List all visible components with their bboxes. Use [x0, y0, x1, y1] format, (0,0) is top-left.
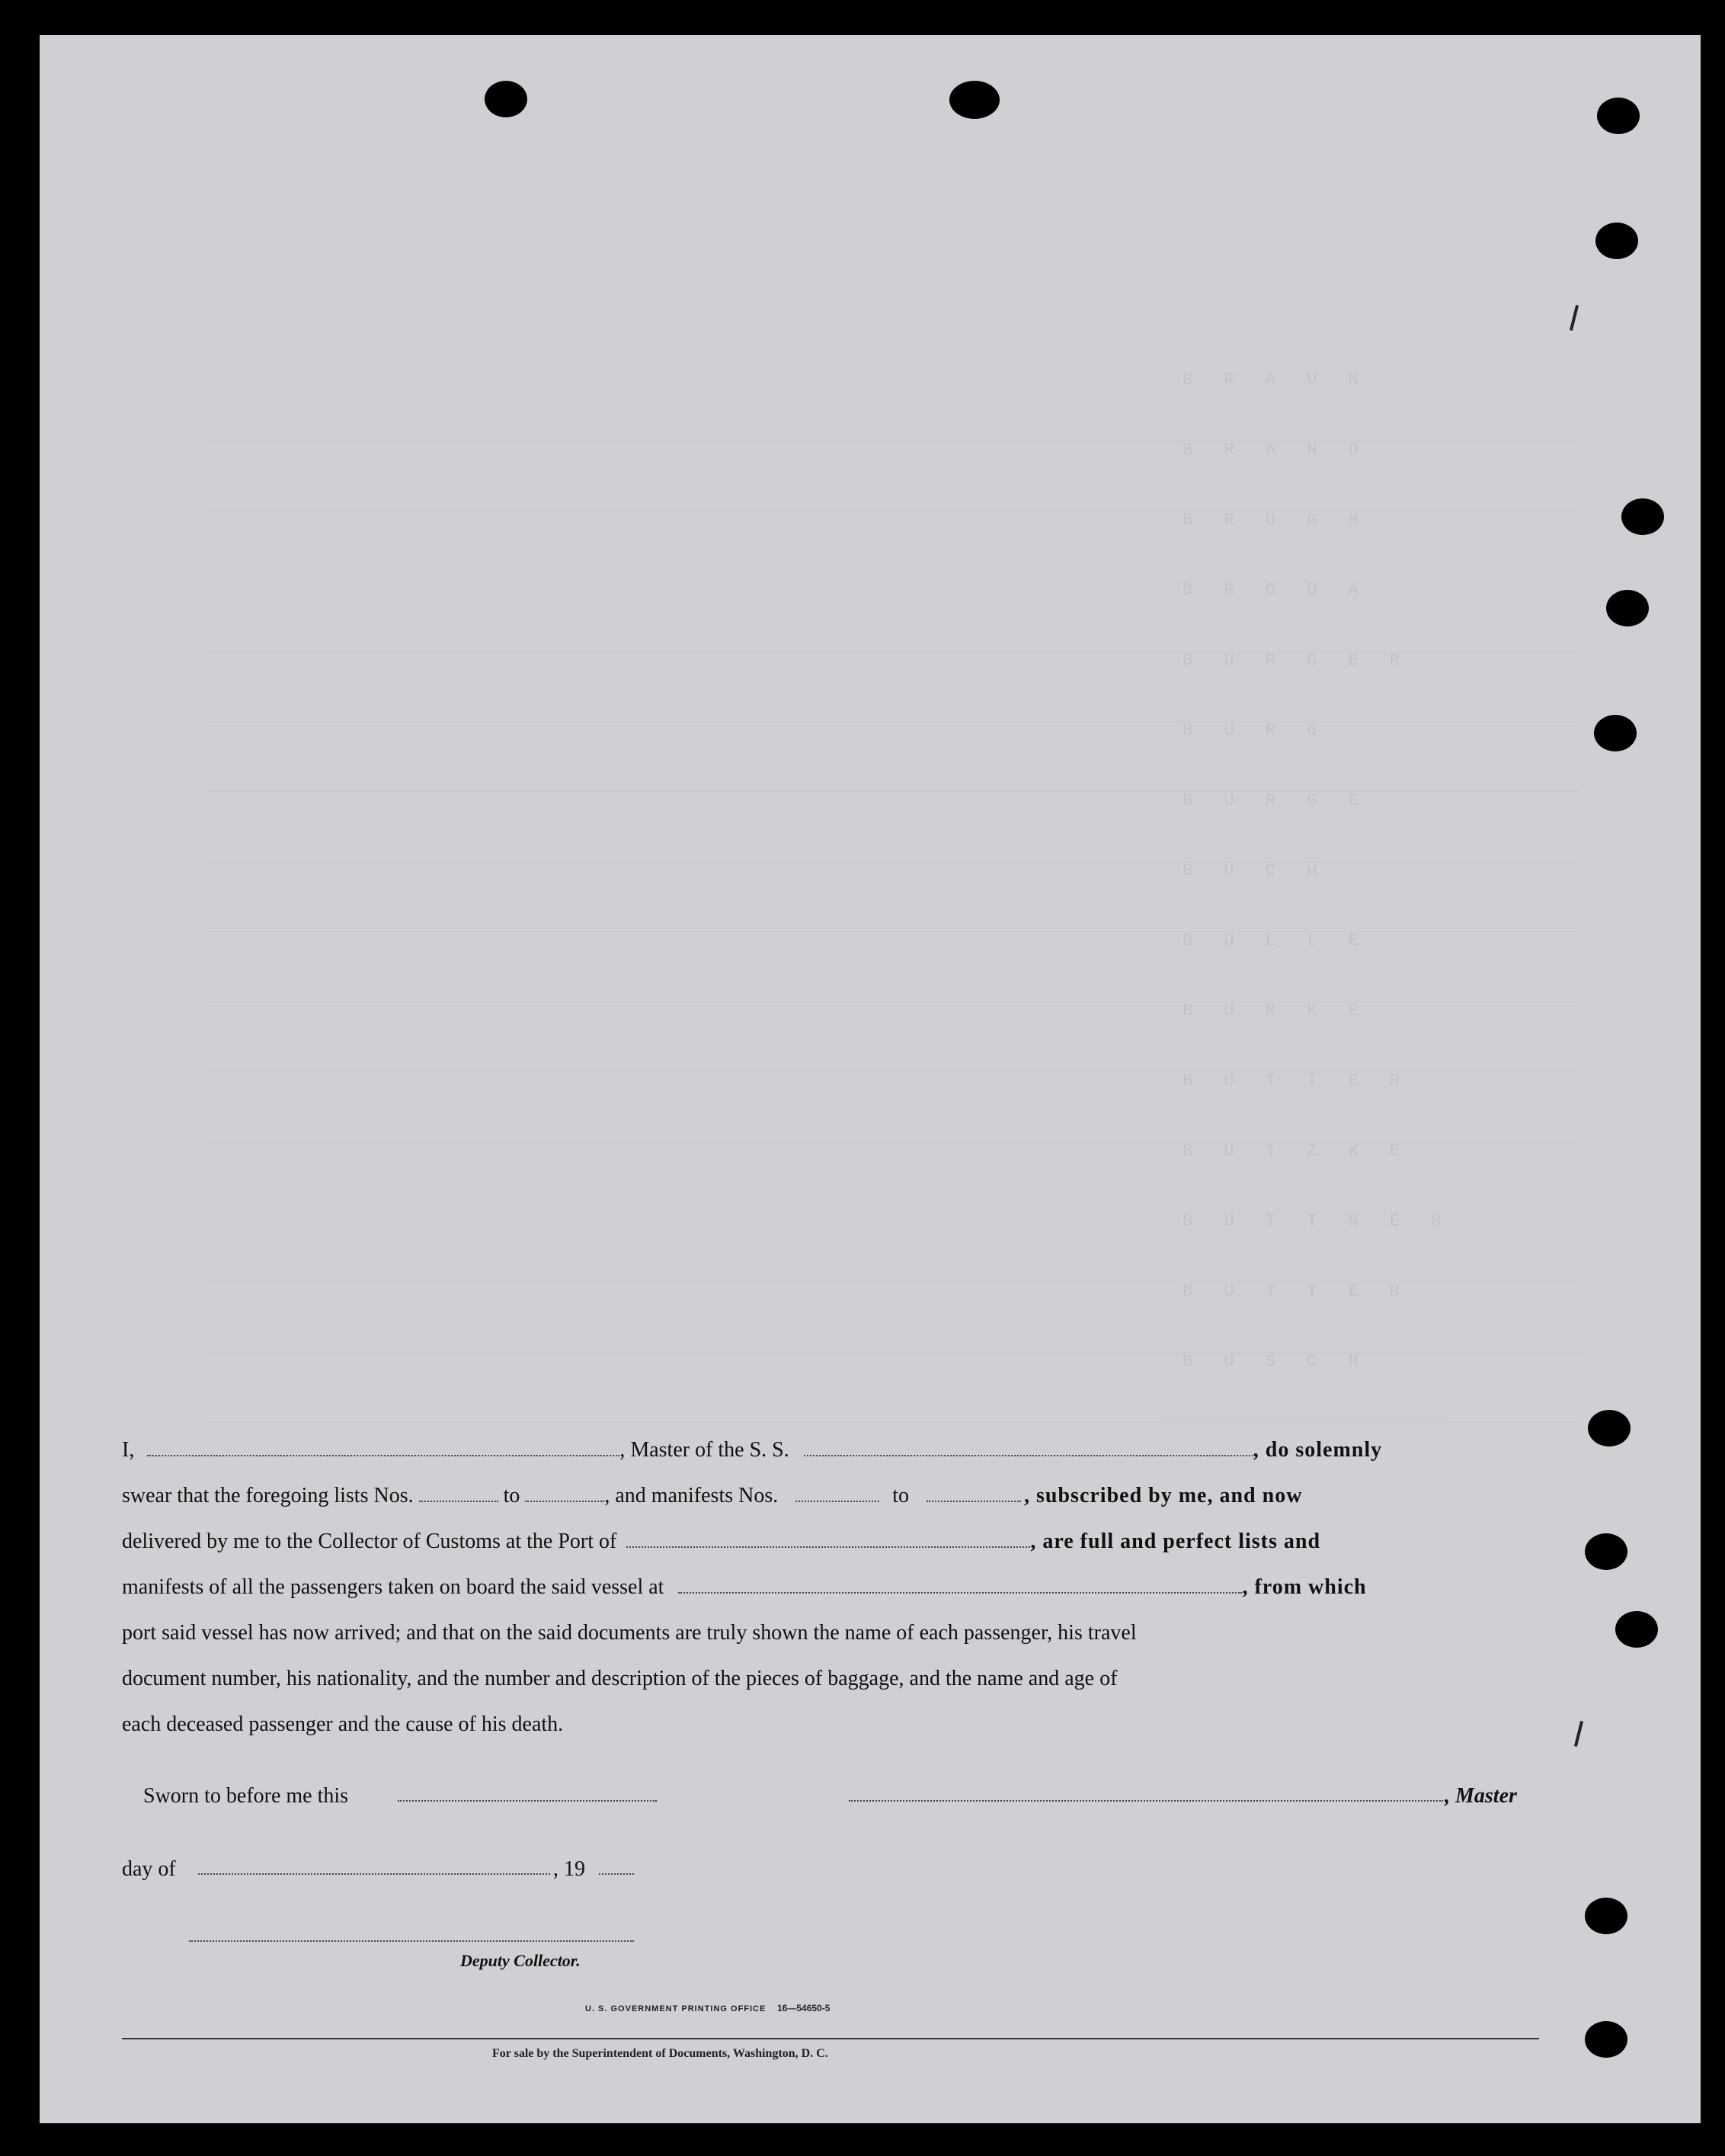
master-name-field[interactable] — [147, 1440, 619, 1456]
printing-office-label: U. S. GOVERNMENT PRINTING OFFICE — [585, 2004, 766, 2013]
punch-hole — [485, 81, 527, 117]
day-of-text: day of — [122, 1857, 176, 1881]
oath-text: , Master of the S. S. — [619, 1438, 789, 1462]
footer-rule — [122, 2038, 1539, 2039]
punch-hole — [1621, 498, 1664, 535]
manifest-sheet — [40, 35, 1701, 2123]
oath-line-1 — [122, 1439, 1585, 1462]
oath-line-2 — [122, 1485, 1585, 1507]
punch-hole — [1615, 1611, 1658, 1648]
oath-text: manifests of all the passengers taken on board the said vessel at — [122, 1575, 664, 1599]
master-text: , Master — [1445, 1784, 1517, 1808]
oath-text: I, — [122, 1438, 135, 1462]
oath-line-4 — [122, 1576, 1585, 1599]
manifest-to-field[interactable] — [927, 1485, 1021, 1502]
year-label — [553, 1858, 599, 1881]
punch-hole — [1595, 223, 1638, 259]
punch-hole — [1597, 98, 1640, 134]
manifest-from-field[interactable] — [795, 1485, 879, 1502]
year-field[interactable] — [599, 1873, 634, 1875]
list-to-field[interactable] — [525, 1485, 604, 1502]
oath-line-6 — [122, 1667, 1585, 1690]
oath-text: , subscribed by me, and now — [1024, 1484, 1303, 1507]
oath-line-5 — [122, 1622, 1585, 1645]
oath-text: , and manifests Nos. — [604, 1484, 779, 1507]
departure-port-field[interactable] — [678, 1577, 1242, 1594]
oath-text: each deceased passenger and the cause of his death. — [122, 1712, 564, 1736]
sworn-text: Sworn to before me this — [143, 1784, 349, 1808]
oath-text: , are full and perfect lists and — [1030, 1530, 1321, 1553]
punch-hole — [1588, 1410, 1631, 1446]
day-of-label — [122, 1858, 206, 1881]
sworn-date-field[interactable] — [398, 1800, 657, 1802]
punch-hole — [1585, 2021, 1627, 2058]
punch-hole — [1585, 1898, 1627, 1934]
deputy-text: Deputy Collector. — [460, 1951, 581, 1970]
ship-name-field[interactable] — [804, 1440, 1253, 1456]
deputy-collector-signature-field[interactable] — [189, 1940, 634, 1942]
punch-hole — [1594, 715, 1637, 751]
master-label — [1445, 1785, 1582, 1808]
punch-hole — [949, 81, 1000, 119]
for-sale-note: For sale by the Superintendent of Documents, Washington, D. C. — [492, 2047, 828, 2060]
oath-line-7 — [122, 1713, 1585, 1736]
oath-text: port said vessel has now arrived; and that on the said documents are truly shown the name of each passenger, his travel — [122, 1621, 1137, 1645]
day-of-field[interactable] — [198, 1873, 550, 1875]
bleed-through-table: B R A U N B R A N D B R U G M B R O D A B U R G E R B U R G B U R G E B U C H B U L L E B U R K E B U T T E R B U T Z K E B U T T N E R B U T T E R B U S C H — [40, 35, 1701, 1437]
form-number: 16—54650-5 — [777, 2003, 830, 2013]
oath-text: delivered by me to the Collector of Customs at the Port of — [122, 1530, 617, 1553]
sworn-label — [143, 1785, 448, 1808]
master-signature-field[interactable] — [849, 1800, 1443, 1802]
punch-hole — [1585, 1533, 1627, 1570]
oath-text: to — [503, 1484, 520, 1507]
list-from-field[interactable] — [419, 1485, 498, 1502]
punch-hole — [1606, 590, 1649, 626]
year-text: , 19 — [553, 1857, 585, 1881]
port-field[interactable] — [626, 1531, 1030, 1548]
oath-line-3 — [122, 1530, 1585, 1553]
deputy-collector-label — [460, 1949, 643, 1972]
oath-text: , do solemnly — [1253, 1438, 1383, 1462]
oath-text: , from which — [1242, 1575, 1367, 1599]
oath-text: document number, his nationality, and the number and description of the pieces of baggage, and the name and age of — [122, 1667, 1118, 1690]
oath-text: to — [892, 1484, 910, 1507]
oath-text: swear that the foregoing lists Nos. — [122, 1484, 414, 1507]
